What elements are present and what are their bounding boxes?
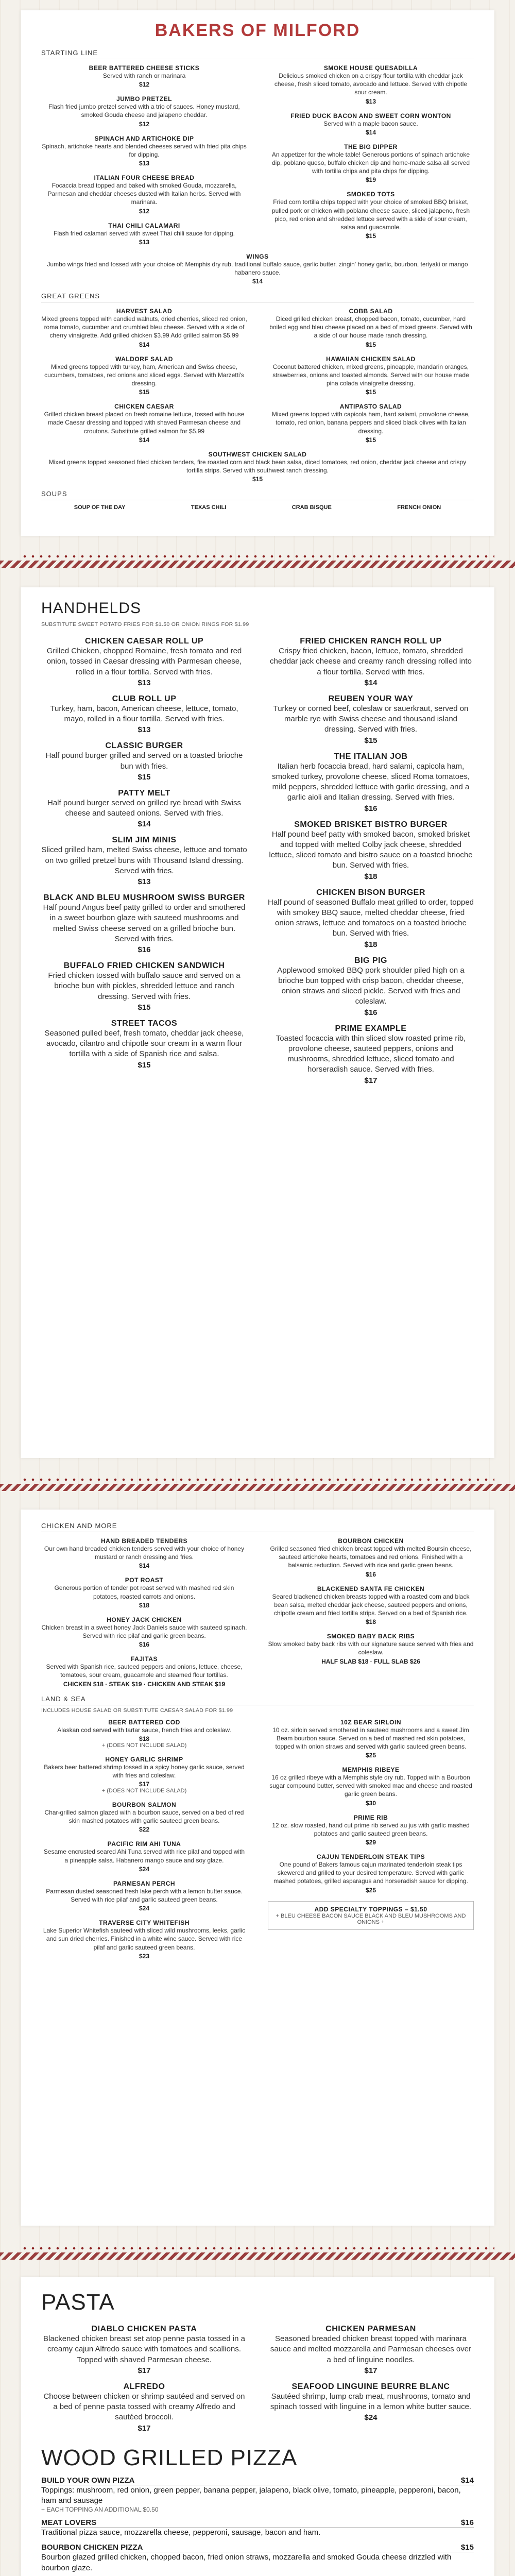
divider-dots — [21, 554, 494, 558]
pizza-row — [41, 2518, 474, 2528]
section-title-land-sea: LAND & SEA — [41, 1695, 474, 1705]
item-name: CAJUN TENDERLOIN STEAK TIPS — [316, 1853, 425, 1860]
item-desc: Toasted focaccia with thin sliced slow roasted prime rib, provolone cheese, sauteed peppers, onions and mushrooms, shredded lettuce, sliced tomato and horseradish sauce. Served with fries. — [276, 1033, 466, 1074]
item-price: $12 — [139, 207, 150, 215]
menu-item — [41, 1537, 247, 1569]
starters-left-column — [41, 64, 247, 253]
item-name: BOURBON SALMON — [112, 1801, 177, 1809]
item-price: $23 — [139, 1952, 150, 1960]
item-desc: Half pound burger grilled and served on a toasted brioche bun with fries. — [45, 751, 243, 771]
item-name: HAND BREADED TENDERS — [100, 1537, 187, 1545]
item-addon: + (DOES NOT INCLUDE SALAD) — [101, 1788, 187, 1794]
item-price: $18 — [364, 872, 377, 881]
section-title-starters: STARTING LINE — [41, 49, 474, 59]
menu-item — [41, 2382, 247, 2433]
item-name: FRIED DUCK BACON AND SWEET CORN WONTON — [290, 112, 451, 120]
land-sea-note: INCLUDES HOUSE SALAD OR SUBSTITUTE CAESAR SALAD FOR $1.99 — [41, 1707, 233, 1714]
menu-item — [268, 752, 474, 813]
item-price: $13 — [138, 678, 151, 687]
item-price: $13 — [139, 159, 150, 167]
item-name: CLUB ROLL UP — [112, 694, 177, 703]
menu-item — [41, 135, 247, 167]
item-desc: 10 oz. sirloin served smothered in sauteed mushrooms and a sweet Jim Beam bourbon sauce. Served on a bed of mashed red skin potatoes, topped with onion straws and served with garlic sauteed green beans. — [272, 1726, 469, 1750]
item-name: FAJITAS — [131, 1655, 158, 1663]
item-name: REUBEN YOUR WAY — [328, 694, 414, 703]
menu-item — [41, 95, 247, 127]
item-price: $18 — [139, 1601, 150, 1609]
item-desc: An appetizer for the whole table! Generous portions of spinach artichoke dip, poblano queso, buffalo chicken dip and home-made salsa all served with tortilla chips and pita chips for dipping. — [271, 150, 470, 175]
pizza-desc: Toppings: mushroom, red onion, green pepper, banana pepper, jalapeno, black olive, tomato, pineapple, pepperoni, bacon, ham and sausage — [41, 2485, 461, 2505]
item-desc: Mixed greens topped with turkey, ham, American and Swiss cheese, cucumbers, tomatoes, red onions and sliced eggs. Served with Marzetti's dressing. — [44, 363, 244, 387]
menu-item — [268, 191, 474, 240]
menu-item — [41, 1840, 247, 1872]
pizza-name: BUILD YOUR OWN PIZZA — [41, 2476, 135, 2485]
divider-stripe — [0, 2252, 515, 2260]
item-price: $14 — [139, 341, 150, 348]
divider-stripe — [0, 1484, 515, 1491]
item-price: $14 — [138, 820, 151, 829]
item-price: $16 — [364, 1008, 377, 1017]
item-desc: Delicious smoked chicken on a crispy flour tortilla with cheddar jack cheese, fresh sliced tomato, avocado and lettuce. Served with chipotle sour cream. — [274, 72, 468, 96]
menu-item — [41, 1801, 247, 1833]
land-sea-right-column — [268, 1719, 474, 1967]
pizza-price: $16 — [460, 2518, 474, 2527]
menu-item — [268, 1719, 474, 1759]
menu-item — [41, 1756, 247, 1794]
item-price: $25 — [365, 1752, 376, 1759]
item-price: $13 — [365, 97, 376, 105]
item-name: STREET TACOS — [111, 1019, 178, 1028]
handhelds-note: SUBSTITUTE SWEET POTATO FRIES FOR $1.50 OR ONION RINGS FOR $1.99 — [41, 621, 249, 628]
item-name: WALDORF SALAD — [115, 355, 173, 363]
item-name: MEMPHIS RIBEYE — [342, 1766, 400, 1774]
item-desc: Served with ranch or marinara — [102, 72, 186, 79]
handhelds-right-column — [268, 637, 474, 1092]
item-name: SMOKE HOUSE QUESADILLA — [323, 64, 418, 72]
land-sea-columns — [41, 1719, 474, 1967]
item-desc: Fried corn tortilla chips topped with your choice of smoked BBQ brisket, pulled pork or chicken with poblano cheese sauce, sliced jalapeno, fresh pico, red onion and shredded lettuce served with a side of sour cream, salsa and guacamole. — [271, 198, 470, 231]
pizza-desc: Bourbon glazed grilled chicken, chopped bacon, fried onion straws, mozzarella and smoked Gouda cheese drizzled with bourbon glaze. — [41, 2553, 452, 2572]
item-desc: Grilled chicken breast placed on fresh romaine lettuce, tossed with house made Caesar dressing and topped with shaved Parmesan cheese and croutons. Substitute grilled salmon for $5.99 — [44, 411, 245, 435]
item-name: SOUTHWEST CHICKEN SALAD — [208, 450, 307, 458]
soup-item: CRAB BISQUE — [291, 504, 332, 511]
pasta-columns — [41, 2325, 474, 2440]
item-price: $15 — [364, 736, 377, 745]
chicken-columns — [41, 1537, 474, 1695]
item-desc: Bakers beer battered shrimp tossed in a spicy honey garlic sauce, served with fries and coleslaw. — [44, 1763, 245, 1779]
item-desc: Sliced grilled ham, melted Swiss cheese, lettuce and tomato on two grilled pretzel buns with Thousand Island dressing. Served with fries. — [41, 845, 247, 875]
item-name: BOURBON CHICKEN — [338, 1537, 404, 1545]
item-name: POT ROAST — [125, 1577, 164, 1584]
item-desc: Grilled Chicken, chopped Romaine, fresh tomato and red onion, tossed in Caesar dressing with Parmesan cheese, rolled in a flour tortilla. Served with fries. — [46, 647, 242, 676]
pizza-price: $15 — [460, 2543, 474, 2552]
menu-item — [268, 694, 474, 745]
menu-item — [268, 143, 474, 184]
section-title-pizza: WOOD GRILLED PIZZA — [41, 2445, 298, 2470]
pasta-right-column — [268, 2325, 474, 2440]
item-desc: Turkey or corned beef, coleslaw or sauerkraut, served on marble rye with Swiss cheese and thousand island dressing. Served with fries. — [273, 704, 469, 734]
menu-item — [41, 1919, 247, 1960]
panel-starters — [21, 10, 494, 536]
item-price: $18 — [365, 1618, 376, 1626]
item-desc: Half pound of seasoned Buffalo meat grilled to order, topped with smokey BBQ sauce, melted cheddar cheese, fried onion straws, lettuce and tomatoes on a toasted brioche bun. Served with fries. — [268, 897, 474, 938]
item-name: JUMBO PRETZEL — [116, 95, 172, 103]
item-name: BUFFALO FRIED CHICKEN SANDWICH — [63, 961, 225, 970]
item-name: TRAVERSE CITY WHITEFISH — [99, 1919, 190, 1927]
item-price: $17 — [138, 2366, 151, 2375]
menu-item — [268, 1633, 474, 1665]
menu-item — [41, 64, 247, 88]
item-price: $12 — [139, 120, 150, 128]
item-price: $16 — [138, 945, 151, 954]
menu-item — [41, 174, 247, 215]
item-price: $16 — [365, 1570, 376, 1578]
menu-item — [268, 888, 474, 949]
item-price: HALF SLAB $18 · FULL SLAB $26 — [321, 1657, 420, 1665]
specialty-title: ADD SPECIALTY TOPPINGS – $1.50 — [314, 1905, 427, 1913]
pizza-name: MEAT LOVERS — [41, 2518, 97, 2527]
item-desc: 12 oz. slow roasted, hand cut prime rib served au jus with garlic mashed potatoes and garlic sauteed green beans. — [272, 1821, 470, 1837]
land-sea-left-column — [41, 1719, 247, 1967]
item-desc: Generous portion of tender pot roast served with mashed red skin potatoes, roasted carrots and onions. — [54, 1584, 234, 1600]
pizza-row — [41, 2476, 474, 2485]
panel-chicken-landsea — [21, 1510, 494, 2226]
item-price: $24 — [364, 2413, 377, 2422]
menu-item — [268, 1766, 474, 1807]
handhelds-left-column — [41, 637, 247, 1092]
soup-item: FRENCH ONION — [397, 504, 441, 511]
specialty-toppings — [268, 1901, 474, 1930]
item-name: PACIFIC RIM AHI TUNA — [107, 1840, 181, 1848]
item-name: 10Z BEAR SIRLOIN — [340, 1718, 401, 1726]
soups-list — [41, 504, 474, 511]
item-name: SMOKED BRISKET BISTRO BURGER — [294, 820, 448, 829]
menu-item — [41, 694, 247, 735]
specialty-items: + BLEU CHEESE BACON SAUCE BLACK AND BLEU MUSHROOMS AND ONIONS + — [276, 1912, 466, 1925]
pizza-price: $14 — [460, 2476, 474, 2485]
item-name: SMOKED BABY BACK RIBS — [327, 1633, 415, 1640]
item-desc: Spinach, artichoke hearts and blended cheeses served with fried pita chips for dipping. — [42, 142, 247, 158]
menu-item — [41, 1719, 247, 1749]
menu-item — [41, 893, 247, 954]
pizza-list — [41, 2476, 474, 2576]
item-price: $15 — [252, 476, 263, 483]
menu-item-wings — [41, 253, 474, 285]
item-price: $15 — [138, 1003, 151, 1012]
item-price: $13 — [138, 725, 151, 735]
item-desc: Diced grilled chicken breast, chopped bacon, tomato, cucumber, hard boiled egg and bleu cheese placed on a bed of mixed greens. Served with a side of our house made ranch dressing. — [269, 315, 472, 340]
item-price: $17 — [138, 2424, 151, 2433]
menu-item — [41, 741, 247, 782]
item-name: HONEY JACK CHICKEN — [107, 1616, 182, 1623]
item-name: THAI CHILI CALAMARI — [108, 222, 180, 229]
item-name: CHICKEN CAESAR ROLL UP — [84, 637, 204, 646]
item-price: $12 — [139, 81, 150, 89]
menu-item — [41, 1616, 247, 1648]
item-name: CHICKEN BISON BURGER — [316, 888, 425, 897]
starters-right-column — [268, 64, 474, 253]
pasta-left-column — [41, 2325, 247, 2440]
item-name: BLACKENED SANTA FE CHICKEN — [317, 1585, 425, 1592]
menu-item — [268, 308, 474, 348]
item-price: $29 — [365, 1839, 376, 1846]
item-desc: Seasoned breaded chicken breast topped with marinara sauce and melted mozzarella and Parmesan cheeses over a bed of linguine noodles. — [270, 2334, 472, 2364]
panel-handhelds — [21, 587, 494, 1458]
item-desc: Sesame encrusted seared Ahi Tuna served with rice pilaf and topped with a pineapple salsa. Habanero mango sauce and soy glaze. — [43, 1848, 245, 1864]
menu-item — [268, 637, 474, 687]
menu-item — [41, 308, 247, 348]
item-name: ITALIAN FOUR CHEESE BREAD — [94, 174, 195, 181]
item-desc: Sautéed shrimp, lump crab meat, mushrooms, tomato and spinach tossed with linguine in a lemon white butter sauce. — [270, 2392, 472, 2411]
item-desc: Lake Superior Whitefish sauteed with sliced wild mushrooms, leeks, garlic and sun dried cherries. Finished in a white wine sauce. Served with rice pilaf and garlic sauteed green beans. — [43, 1927, 246, 1951]
item-price: $18 — [139, 1735, 150, 1742]
soup-item: SOUP OF THE DAY — [74, 504, 126, 511]
item-price: CHICKEN $18 · STEAK $19 · CHICKEN AND STEAK $19 — [63, 1680, 226, 1688]
greens-left-column — [41, 308, 247, 451]
item-price: $24 — [139, 1865, 150, 1873]
item-price: $24 — [139, 1905, 150, 1912]
item-desc: Choose between chicken or shrimp sautéed and served on a bed of penne pasta tossed with creamy Alfredo and sautéed broccoli. — [43, 2392, 245, 2422]
menu-item-southwest-salad — [41, 451, 474, 483]
item-desc: Served with a maple bacon sauce. — [323, 120, 418, 127]
item-desc: Fried chicken tossed with buffalo sauce and served on a brioche bun with pickles, shredded lettuce and ranch dressing. Served with fries. — [48, 971, 241, 1001]
menu-item — [41, 2325, 247, 2375]
greens-right-column — [268, 308, 474, 451]
menu-item — [268, 1814, 474, 1846]
item-name: SLIM JIM MINIS — [112, 836, 177, 845]
section-title-handhelds: HANDHELDS — [41, 600, 142, 617]
menu-item — [41, 961, 247, 1012]
item-price: $15 — [139, 388, 150, 396]
item-price: $14 — [365, 128, 376, 136]
item-price: $15 — [365, 436, 376, 444]
soup-item: TEXAS CHILI — [191, 504, 227, 511]
menu-item — [41, 836, 247, 886]
item-price: $14 — [364, 678, 377, 687]
item-price: $16 — [139, 1641, 150, 1649]
item-desc: Served with Spanish rice, sauteed peppers and onions, lettuce, cheese, tomatoes, sour cream, guacamole and steamed flour tortillas. — [46, 1663, 243, 1679]
greens-columns — [41, 308, 474, 451]
pizza-note: + EACH TOPPING AN ADDITIONAL $0.50 — [41, 2506, 159, 2513]
item-desc: Mixed greens topped with candied walnuts, dried cherries, sliced red onion, roma tomato, cucumber and crumbled bleu cheese. Served with a side of cherry vinaigrette. Add grilled chicken $3.99 Add grilled salmon $5.99 — [41, 315, 247, 340]
menu-item — [268, 2325, 474, 2375]
pizza-desc: Traditional pizza sauce, mozzarella cheese, pepperoni, sausage, bacon and ham. — [41, 2528, 321, 2537]
divider-dots — [21, 2246, 494, 2250]
item-name: FRIED CHICKEN RANCH ROLL UP — [300, 637, 442, 646]
menu-item — [268, 64, 474, 105]
item-desc: Parmesan dusted seasoned fresh lake perch with a lemon butter sauce. Served with rice pilaf and garlic sauteed green beans. — [46, 1887, 243, 1903]
section-title-chicken: CHICKEN AND MORE — [41, 1522, 474, 1532]
item-price: $13 — [138, 877, 151, 886]
item-desc: Flash fried calamari served with sweet Thai chili sauce for dipping. — [54, 229, 235, 237]
item-name: HONEY GARLIC SHRIMP — [105, 1755, 183, 1763]
item-name: ALFREDO — [123, 2382, 165, 2391]
menu-item — [41, 403, 247, 444]
item-desc: Char-grilled salmon glazed with a bourbon sauce, served on a bed of red skin mashed potatoes with garlic sauteed green beans. — [44, 1809, 244, 1825]
menu-item — [41, 1655, 247, 1687]
menu-item — [41, 1019, 247, 1070]
item-name: BEER BATTERED CHEESE STICKS — [89, 64, 200, 72]
menu-item — [268, 820, 474, 881]
item-desc: One pound of Bakers famous cajun marinated tenderloin steak tips skewered and grilled to your desired temperature. Served with garlic mashed potatoes, grilled asparagus and horseradish sauce for dipping. — [273, 1861, 468, 1885]
chicken-left-column — [41, 1537, 247, 1695]
item-price: $16 — [364, 804, 377, 813]
section-title-pasta: PASTA — [41, 2290, 115, 2315]
item-price: $15 — [365, 232, 376, 240]
item-desc: Focaccia bread topped and baked with smoked Gouda, mozzarella, Parmesan and cheddar cheeses dusted with Italian herbs. Served with marinara. — [47, 181, 241, 206]
item-desc: Blackened chicken breast set atop penne pasta tossed in a creamy cajun Alfredo sauce with tomatoes and scallions. Topped with shaved Parmesan cheese. — [43, 2334, 245, 2364]
item-price: $17 — [364, 2366, 377, 2375]
item-desc: Coconut battered chicken, mixed greens, pineapple, mandarin oranges, strawberries, onions and toasted almonds. Served with our house made pina colada vinaigrette dressing. — [272, 363, 469, 387]
item-price: $15 — [365, 341, 376, 348]
handhelds-columns — [41, 637, 474, 1092]
item-name: ANTIPASTO SALAD — [339, 403, 402, 411]
item-name: BLACK AND BLEU MUSHROOM SWISS BURGER — [43, 893, 245, 902]
pizza-row — [41, 2543, 474, 2552]
item-name: SMOKED TOTS — [347, 191, 395, 198]
item-name: PRIME EXAMPLE — [335, 1024, 407, 1033]
divider-dots — [21, 1478, 494, 1482]
item-name: THE ITALIAN JOB — [334, 752, 408, 761]
item-price: $17 — [139, 1781, 150, 1788]
item-desc: Slow smoked baby back ribs with our signature sauce served with fries and coleslaw. — [268, 1640, 474, 1656]
item-desc: Crispy fried chicken, bacon, lettuce, tomato, shredded cheddar jack cheese and creamy ranch dressing rolled into a flour tortilla. Served with fries. — [270, 647, 472, 676]
item-desc: Half pound beef patty with smoked bacon, smoked brisket and topped with melted Colby jack cheese, shredded lettuce, sliced tomato and bistro sauce on a toasted brioche bun. Served with fries. — [269, 829, 473, 870]
item-price: $13 — [139, 238, 150, 246]
menu-item — [41, 789, 247, 829]
item-name: DIABLO CHICKEN PASTA — [91, 2325, 197, 2333]
menu-item — [41, 1880, 247, 1912]
item-name: CLASSIC BURGER — [105, 741, 183, 751]
menu-item — [268, 112, 474, 136]
item-name: PATTY MELT — [118, 788, 170, 798]
item-price: $17 — [364, 1076, 377, 1085]
item-desc: Jumbo wings fried and tossed with your choice of: Memphis dry rub, traditional buffalo sauce, garlic butter, zingin' honey garlic, bourbon, teriyaki or mango habanero sauce. — [47, 260, 468, 276]
item-name: PARMESAN PERCH — [113, 1879, 176, 1887]
menu-item — [268, 1537, 474, 1578]
item-price: $22 — [139, 1826, 150, 1834]
menu-item — [268, 2382, 474, 2422]
item-desc: Flash fried jumbo pretzel served with a trio of sauces. Honey mustard, smoked Gouda cheese and jalapeno cheddar. — [48, 103, 240, 119]
item-price: $14 — [139, 1562, 150, 1570]
item-name: CHICKEN CAESAR — [114, 403, 174, 411]
item-desc: Mixed greens topped seasoned fried chicken tenders, fire roasted corn and black bean salsa, diced tomatoes, red onion, cheddar jack cheese and crispy tortilla strips. Served with southwest ranch dressing. — [48, 458, 467, 474]
item-desc: Half pound burger served on grilled rye bread with Swiss cheese and sauteed onions. Served with fries. — [47, 798, 242, 818]
item-price: $15 — [365, 388, 376, 396]
panel-pasta-pizza-sides — [21, 2277, 494, 2576]
item-price: $19 — [365, 176, 376, 184]
item-desc: Chicken breast in a sweet honey Jack Daniels sauce with sauteed spinach. Served with rice pilaf and garlic green beans. — [41, 1623, 247, 1639]
item-desc: Turkey, ham, bacon, American cheese, lettuce, tomato, mayo, rolled in a flour tortilla. Served with fries. — [50, 704, 238, 723]
item-desc: Mixed greens topped with capicola ham, hard salami, provolone cheese, tomato, red onion, banana peppers and sliced black olives with Italian dressing. — [271, 411, 470, 435]
section-title-soups: SOUPS — [41, 490, 474, 500]
item-name: SPINACH AND ARTICHOKE DIP — [94, 134, 194, 142]
section-title-greens: GREAT GREENS — [41, 292, 474, 302]
item-name: BEER BATTERED COD — [108, 1718, 180, 1726]
item-price: $15 — [138, 772, 151, 782]
menu-item — [268, 1024, 474, 1085]
menu-item — [41, 1577, 247, 1608]
item-desc: 16 oz grilled ribeye with a Memphis style dry rub. Topped with a Bourbon sugar compound butter, served with smoked mac and cheese and roasted garlic green beans. — [269, 1774, 472, 1798]
starters-columns — [41, 64, 474, 253]
item-name: COBB SALAD — [349, 308, 393, 315]
item-name: THE BIG DIPPER — [344, 143, 398, 150]
menu-item — [268, 1853, 474, 1894]
menu-item — [268, 956, 474, 1017]
item-name: WINGS — [246, 252, 269, 260]
item-name: SEAFOOD LINGUINE BEURRE BLANC — [291, 2382, 450, 2391]
item-desc: Seasoned pulled beef, fresh tomato, cheddar jack cheese, avocado, cilantro and chipotle sour cream in a warm flour tortilla with a side of Spanish rice and salsa. — [44, 1028, 244, 1059]
item-name: CHICKEN PARMESAN — [325, 2325, 416, 2333]
item-desc: Italian herb focaccia bread, hard salami, capicola ham, smoked turkey, provolone cheese, sliced Roma tomatoes, mild peppers, shredded lettuce with garlic dressing, and a garlic aioli and Italian dressing. Served with fries. — [271, 761, 470, 802]
item-price: $25 — [365, 1886, 376, 1894]
menu-item — [41, 355, 247, 396]
item-desc: Half pound Angus beef patty grilled to order and smothered in a sweet bourbon glaze with sauteed mushrooms and melted Swiss cheese served on a grilled brioche bun. Served with fries. — [43, 903, 246, 943]
divider-stripe — [0, 561, 515, 568]
item-name: HAWAIIAN CHICKEN SALAD — [326, 355, 416, 363]
item-name: BIG PIG — [354, 956, 387, 965]
menu-item — [268, 1585, 474, 1626]
menu-item — [41, 637, 247, 687]
item-desc: Our own hand breaded chicken tenders served with your choice of honey mustard or ranch dressing and fries. — [44, 1545, 245, 1561]
item-desc: Seared blackened chicken breasts topped with a roasted corn and black bean salsa, melted cheddar jack cheese, sauteed peppers and onions, chipotle cream and fried tortilla strips. Served on a bed of Spanish rice. — [272, 1592, 470, 1617]
item-desc: Grilled seasoned fried chicken breast topped with melted Boursin cheese, sauteed artichoke hearts, tomatoes and red onions. Finished with a balsamic reduction. Served with rice and garlic green beans. — [270, 1545, 472, 1569]
menu-item — [268, 403, 474, 444]
menu-item — [41, 222, 247, 246]
item-price: $15 — [138, 1060, 151, 1070]
menu-item — [268, 355, 474, 396]
brand-title: BAKERS OF MILFORD — [154, 21, 360, 40]
item-price: $14 — [139, 436, 150, 444]
item-price: $30 — [365, 1799, 376, 1807]
item-desc: Alaskan cod served with tartar sauce, french fries and coleslaw. — [57, 1726, 231, 1734]
pizza-name: BOURBON CHICKEN PIZZA — [41, 2543, 143, 2552]
item-price: $14 — [252, 278, 263, 285]
item-name: PRIME RIB — [353, 1814, 388, 1821]
item-price: $18 — [364, 940, 377, 949]
chicken-right-column — [268, 1537, 474, 1695]
item-desc: Applewood smoked BBQ pork shoulder piled high on a brioche bun topped with crisp bacon, cheddar cheese, onion straws and sliced pickle. Served with fries and coleslaw. — [277, 965, 465, 1006]
item-addon: + (DOES NOT INCLUDE SALAD) — [101, 1742, 187, 1749]
item-name: HARVEST SALAD — [116, 308, 173, 315]
